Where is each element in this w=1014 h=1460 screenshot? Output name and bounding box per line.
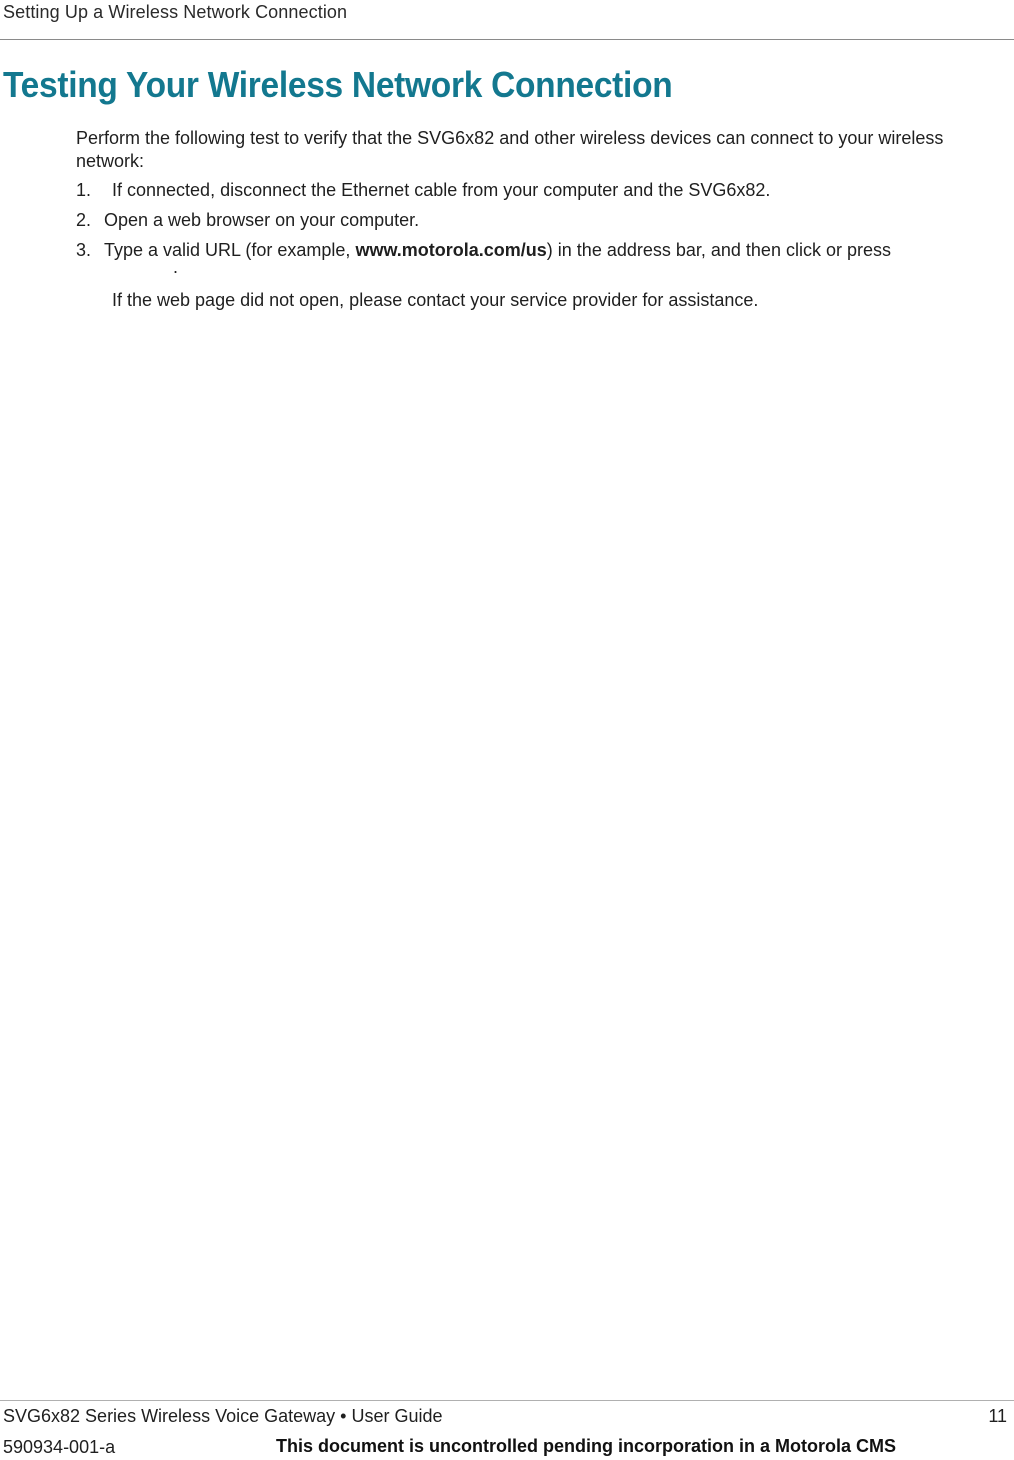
step-item: [76, 209, 991, 232]
step-text-after: ) in the address bar, and then click or press: [546, 240, 891, 260]
step-item: [76, 179, 991, 202]
section-body: [76, 127, 991, 312]
result-note: If the web page did not open, please contact your service provider for assistance.: [112, 290, 759, 310]
footer-guide-title: SVG6x82 Series Wireless Voice Gateway • User Guide: [3, 1406, 443, 1426]
intro-paragraph: Perform the following test to verify that the SVG6x82 and other wireless devices can connect to your wireless network:: [76, 128, 944, 171]
section-title: Testing Your Wireless Network Connection: [3, 64, 673, 105]
step-text: [104, 239, 991, 262]
control-notice: This document is uncontrolled pending incorporation in a Motorola CMS: [276, 1436, 896, 1456]
footer-divider: [0, 1400, 1014, 1401]
step-key-line: .: [173, 257, 179, 277]
step-number: 2.: [76, 210, 92, 230]
step-text: If connected, disconnect the Ethernet cable from your computer and the SVG6x82.: [112, 180, 771, 200]
page-number: 11: [988, 1406, 1007, 1426]
example-url: www.motorola.com/us: [355, 240, 547, 260]
document-number: 590934-001-a: [3, 1437, 116, 1457]
step-text: Open a web browser on your computer.: [104, 210, 420, 230]
running-header: Setting Up a Wireless Network Connection: [3, 2, 348, 22]
step-number: 3.: [76, 240, 92, 260]
header-divider: [0, 39, 1014, 40]
step-number: 1.: [76, 180, 92, 200]
step-item: [76, 239, 991, 262]
step-text-before: Type a valid URL (for example,: [104, 240, 356, 260]
